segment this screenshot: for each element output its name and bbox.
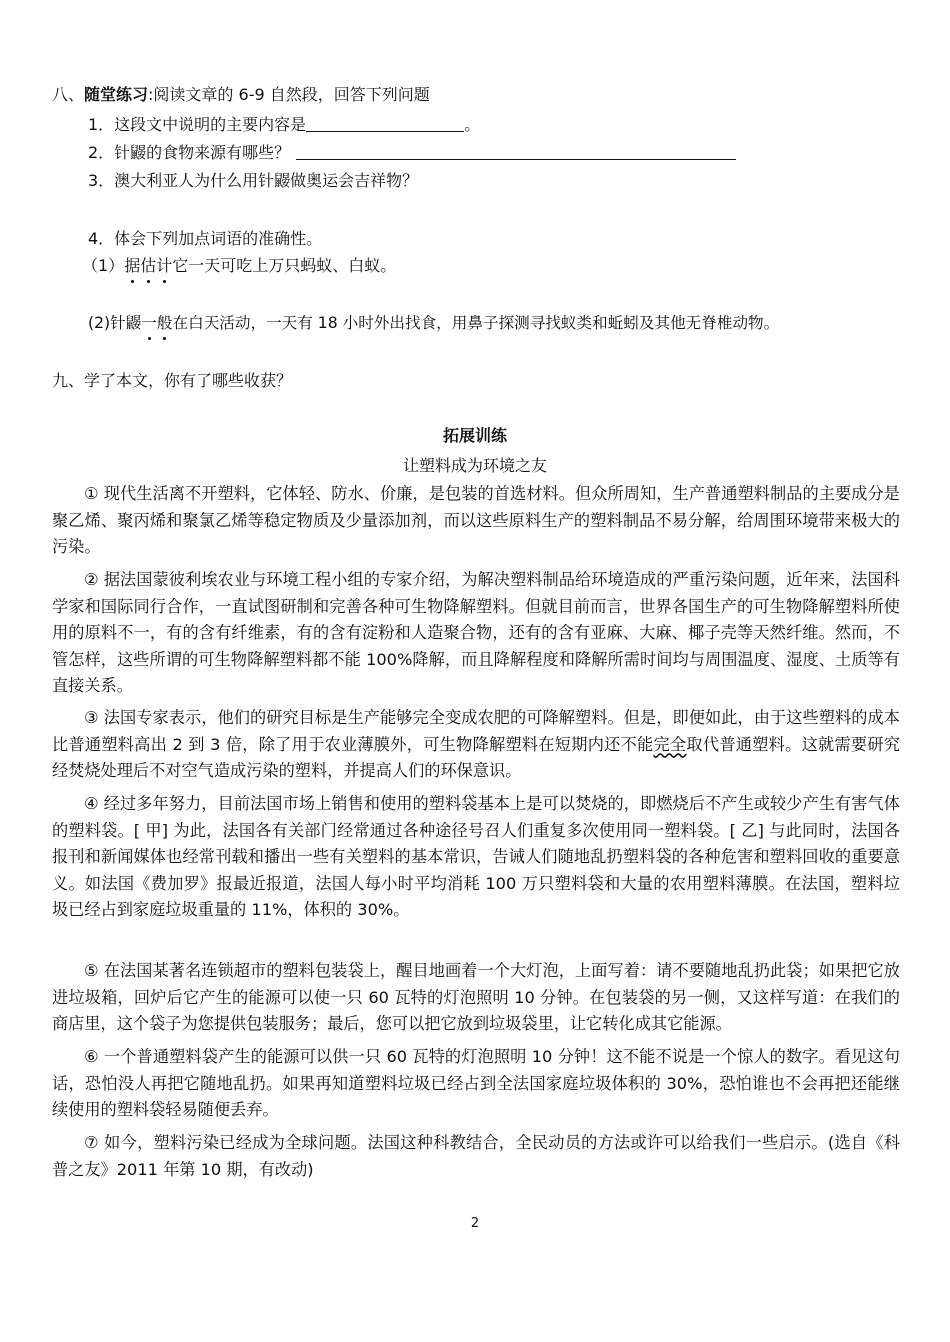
dotted-char: 估	[140, 256, 157, 275]
sentence-2-text: 在白天活动，一天有 18 小时外出找食，用鼻子探测寻找蚁类和蚯蚓及其他无脊椎动物。	[172, 314, 780, 332]
dotted-char: 一	[141, 314, 157, 332]
section9-text: 九、学了本文，你有了哪些收获？	[52, 371, 293, 390]
paragraph-6: ⑥ 一个普通塑料袋产生的能源可以供一只 60 瓦特的灯泡照明 10 分钟！这不能不说是一个惊人的数字。看见这句话，恐怕没人再把它随地乱扔。如果再知道塑料垃圾已经占到全法国家庭垃圾体积的 30%，恐怕谁也不会再把还能继续使用的塑料袋轻易随便丢弃。	[52, 1047, 900, 1119]
sentence-1	[82, 255, 396, 277]
paragraph-4: ④ 经过多年努力，目前法国市场上销售和使用的塑料袋基本上是可以焚烧的，即燃烧后不产生或较少产生有害气体的塑料袋。[ 甲] 为此，法国各有关部门经常通过各种途径号召人们重复多次使用同一塑料袋。[ 乙] 与此同时，法国各报刊和新闻媒体也经常刊载和播出一些有关塑料的基本常识，告诫人们随地乱扔塑料袋的各种危害和塑料回收的重要意义。如法国《费加罗》报最近报道，法国人每小时平均消耗 100 万只塑料袋和大量的农用塑料薄膜。在法国，塑料垃圾已经占到家庭垃圾重量的 11%，体积的 30%。	[52, 794, 900, 919]
section8-header	[52, 84, 430, 106]
dotted-char: 据	[124, 256, 141, 275]
paragraph-7: ⑦ 如今，塑料污染已经成为全球问题。法国这种科教结合，全民动员的方法或许可以给我们一些启示。(选自《科普之友》2011 年第 10 期，有改动)	[52, 1133, 900, 1179]
page-number: 2	[470, 1216, 480, 1231]
question-3	[88, 170, 418, 192]
question-1	[88, 114, 480, 136]
paragraph-3	[52, 705, 900, 785]
dotted-char: 计	[156, 256, 173, 275]
sentence-1-text: 它一天可吃上万只蚂蚁、白蚁。	[172, 256, 397, 275]
sentence-2	[88, 312, 779, 334]
question-1-end: 。	[464, 115, 481, 134]
sentence-2-prefix: (2)针鼹	[88, 314, 142, 332]
section8-number: 八、	[52, 85, 85, 104]
paragraph-1: ① 现代生活离不开塑料，它体轻、防水、价廉，是包装的首选材料。但众所周知，生产普通塑料制品的主要成分是聚乙烯、聚丙烯和聚氯乙烯等稳定物质及少量添加剂，而以这些原料生产的塑料制品不易分解，给周围环境带来极大的污染。	[52, 484, 900, 556]
question-2	[88, 142, 736, 164]
answer-blank-1[interactable]	[306, 115, 464, 132]
dotted-char: 般	[156, 314, 173, 332]
question-1-text: 1．这段文中说明的主要内容是	[88, 115, 307, 134]
paragraph-3-text-end: 取代普通塑料。这就需要研究经焚烧处理后不对空气造成污染的塑料，并提高人们的环保意识。	[52, 734, 901, 780]
paragraph-5: ⑤ 在法国某著名连锁超市的塑料包装袋上，醒目地画着一个大灯泡，上面写着：请不要随地乱扔此袋；如果把它放进垃圾箱，回炉后它产生的能源可以使一只 60 瓦特的灯泡照明 10 分钟。在包装袋的另一侧，又这样写道：在我们的商店里，这个袋子为您提供包装服务；最后，您可以把它放到垃圾袋里，让它转化成其它能源。	[52, 961, 900, 1033]
question-4-text: 4．体会下列加点词语的准确性。	[88, 229, 323, 248]
article-title: 让塑料成为环境之友	[402, 456, 547, 475]
marked-word: 完全	[653, 734, 687, 754]
answer-blank-2[interactable]	[296, 143, 736, 160]
section8-instruction: :阅读文章的 6-9 自然段，回答下列问题	[148, 85, 430, 104]
paragraph-2: ② 据法国蒙彼利埃农业与环境工程小组的专家介绍，为解决塑料制品给环境造成的严重污染问题，近年来，法国科学家和国际同行合作，一直试图研制和完善各种可生物降解塑料。但就目前而言，世界各国生产的可生物降解塑料所使用的原料不一，有的含有纤维素，有的含有淀粉和人造聚合物，还有的含有亚麻、大麻、椰子壳等天然纤维。然而，不管怎样，这些所谓的可生物降解塑料都不能 100%降解，而且降解程度和降解所需时间均与周围温度、湿度、土质等有直接关系。	[52, 570, 900, 695]
article-heading: 拓展训练	[442, 426, 507, 445]
sentence-1-prefix: （1）	[82, 256, 125, 275]
paragraph-3-text: ③ 法国专家表示，他们的研究目标是生产能够完全变成农肥的可降解塑料。但是，即便如此，由于这些塑料的成本比普通塑料高出 2 到 3 倍，除了用于农业薄膜外，可生物降解塑料在短期内还不能	[52, 708, 900, 754]
question-2-text: 2．针鼹的食物来源有哪些？	[88, 143, 291, 162]
question-3-text: 3．澳大利亚人为什么用针鼹做奥运会吉祥物？	[88, 171, 419, 190]
section8-label: 随堂练习	[84, 85, 149, 104]
question-4	[88, 228, 322, 250]
section9-question	[52, 370, 292, 392]
